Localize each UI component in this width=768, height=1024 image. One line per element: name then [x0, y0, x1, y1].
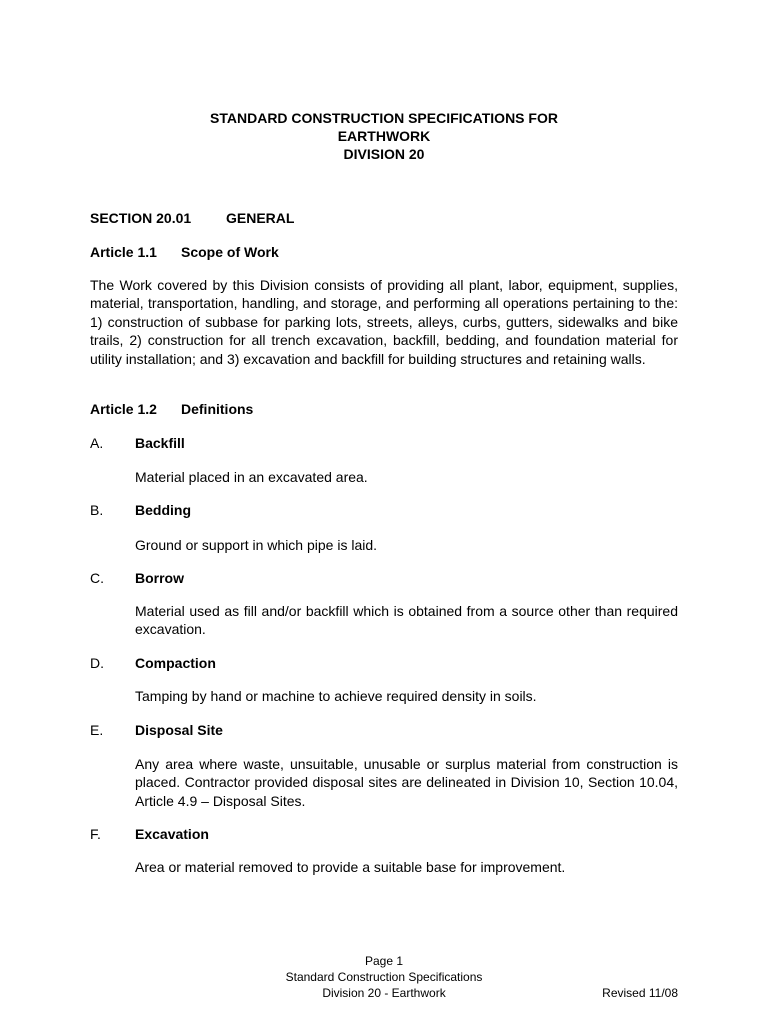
section-number: SECTION 20.01: [90, 210, 192, 226]
article-1-2-heading: [90, 400, 253, 418]
definition-term: Bedding: [135, 502, 191, 518]
definition-text: Tamping by hand or machine to achieve required density in soils.: [135, 688, 537, 704]
definition-letter: E.: [90, 722, 104, 738]
definition-letter: D.: [90, 655, 104, 671]
title-line-1: STANDARD CONSTRUCTION SPECIFICATIONS FOR: [210, 110, 558, 126]
definition-text: Ground or support in which pipe is laid.: [135, 537, 378, 553]
article-1-2-number: Article 1.2: [90, 401, 157, 417]
section-name: GENERAL: [226, 210, 295, 226]
footer-document-title: Standard Construction Specifications: [285, 970, 483, 984]
definition-term: Backfill: [135, 435, 185, 451]
title-line-2: EARTHWORK: [337, 128, 431, 144]
footer-page-number: Page 1: [364, 954, 404, 968]
definition-text: Material used as fill and/or backfill which is obtained from a source other than required excavation.: [135, 603, 678, 638]
definition-letter: F.: [90, 826, 101, 842]
footer-division: Division 20 - Earthwork: [322, 986, 446, 1000]
definition-term: Borrow: [135, 570, 184, 586]
definition-letter: A.: [90, 435, 104, 451]
definition-term: Compaction: [135, 655, 216, 671]
article-1-2-name: Definitions: [181, 401, 254, 417]
definition-letter: C.: [90, 570, 104, 586]
article-1-1-number: Article 1.1: [90, 244, 157, 260]
definition-text: Area or material removed to provide a suitable base for improvement.: [135, 859, 566, 875]
footer-revision-date: Revised 11/08: [602, 986, 678, 1000]
article-1-1-name: Scope of Work: [181, 244, 279, 260]
definition-text: Any area where waste, unsuitable, unusable or surplus material from construction is placed. Contractor provided disposal sites are delineated in Division 10, Section 10.04, Article 4.9 – Disposal Sites.: [135, 756, 678, 809]
definition-text: Material placed in an excavated area.: [135, 469, 368, 485]
document-title: [0, 109, 768, 163]
definition-letter: B.: [90, 502, 104, 518]
title-line-3: DIVISION 20: [343, 146, 425, 162]
section-heading: [90, 209, 294, 227]
scope-of-work-paragraph: The Work covered by this Division consists of providing all plant, labor, equipment, supplies, material, transportation, handling, and storage, and performing all operations pertaining to the: 1) construction of subbase for parking lots, streets, alleys, curbs, gutters, sidewalks and bike trails, 2) construction for all trench excavation, backfill, bedding, and foundation material for utility installation; and 3) excavation and backfill for building structures and retaining walls.: [90, 277, 678, 367]
definition-term: Disposal Site: [135, 722, 223, 738]
article-1-1-heading: [90, 243, 279, 261]
definition-term: Excavation: [135, 826, 209, 842]
